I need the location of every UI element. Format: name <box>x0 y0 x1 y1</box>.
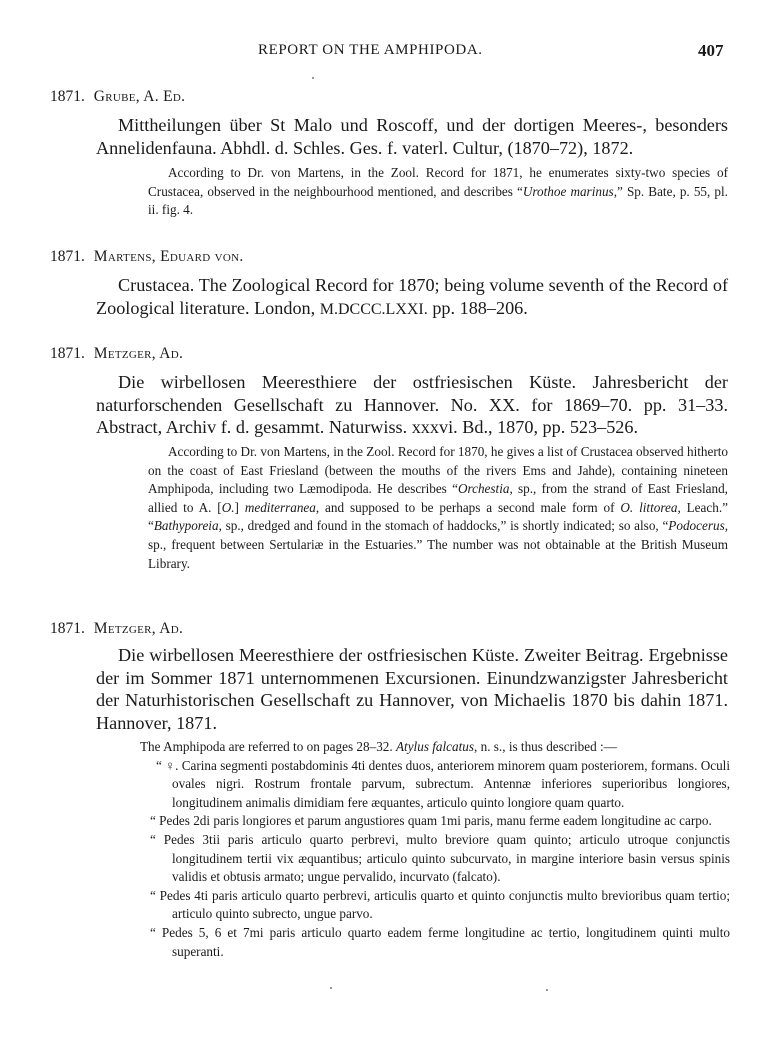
entry-author: Grube, A. Ed. <box>93 88 186 105</box>
species-description <box>140 738 730 961</box>
entry-year: 1871. <box>50 345 85 362</box>
annotation-text: ] <box>234 499 245 515</box>
print-speck <box>312 77 314 79</box>
entry-year: 1871. <box>50 88 85 105</box>
species-name: Orchestia <box>457 481 510 497</box>
annotation-text: [ <box>211 499 222 515</box>
title-text: Crustacea. The Zoological Record for 1870; being volume seventh of the Record of Zoological literature. London, <box>96 275 728 318</box>
genus-abbrev: A. <box>198 499 212 515</box>
entry-year: 1871. <box>50 620 85 637</box>
running-head <box>0 42 776 66</box>
species-name: Podocerus <box>668 518 725 534</box>
entry-title: Die wirbellosen Meeresthiere der ostfriesischen Küste. Zweiter Beitrag. Ergebnisse der im Sommer 1871 unternommenen Excursionen. Einundzwanzigster Jahresbericht der Naturhistorischen Gesellschaft zu Hannover, von Michaelis 1870 bis dahin 1871. Hannover, 1871. <box>96 645 728 733</box>
print-speck <box>330 987 332 989</box>
species-name: Bathyporeia <box>153 518 219 534</box>
entry-title: Mittheilungen über St Malo und Roscoff, und der dortigen Meeres-, besonders Annelidenfauna. Abhdl. d. Schles. Ges. f. vaterl. Cultur, (1870–72), 1872. <box>96 115 728 158</box>
entry-author: Metzger, Ad. <box>93 620 184 637</box>
entry-author: Martens, Eduard von. <box>93 248 244 265</box>
description-intro <box>140 738 730 757</box>
annotation-text: , and supposed to be perhaps a second male form of <box>315 499 621 515</box>
title-roman-date: M.DCCC.LXXI. <box>319 300 428 318</box>
entry-heading <box>50 620 183 638</box>
entry-author: Metzger, Ad. <box>93 345 184 362</box>
description-paragraph: “ Pedes 2di paris longiores et parum angustiores quam 1mi paris, manu ferme eadem longitudine ac carpo. <box>150 813 712 829</box>
species-name: mediterranea <box>244 499 316 515</box>
running-title: REPORT ON THE AMPHIPODA. <box>258 42 483 58</box>
annotation-text: , sp., dredged and found in the stomach of haddocks,” is shortly indicated; so also, “ <box>218 518 669 534</box>
entry-heading <box>50 248 244 266</box>
page-number: 407 <box>698 41 724 60</box>
species-name: Urothoe marinus <box>522 183 614 199</box>
entry-heading <box>50 88 185 106</box>
entry-year: 1871. <box>50 248 85 265</box>
species-name: O. littorea <box>620 499 678 515</box>
description-paragraph: “ Pedes 4ti paris articulo quarto perbrevi, articulis quarto et quinto conjunctis multo brevioribus quam tertio; articulo quinto subrecto, ungue parvo. <box>150 887 730 922</box>
entry-title <box>96 274 728 321</box>
entry-title: Die wirbellosen Meeresthiere der ostfriesischen Küste. Jahresbericht der naturforschenden Gesellschaft zu Hannover. No. XX. for 1869–70. pp. 31–33. Abstract, Archiv f. d. gesammt. Naturwiss. xxxvi. Bd., 1870, pp. 523–526. <box>96 372 728 437</box>
print-speck <box>546 989 548 991</box>
description-paragraph: “ Pedes 5, 6 et 7mi paris articulo quarto eadem ferme longitudine ac tertio, longitudinem quinti multo superanti. <box>150 924 730 959</box>
entry-annotation <box>148 164 728 220</box>
entry-annotation <box>148 443 728 573</box>
genus-abbrev: O. <box>221 499 235 515</box>
title-text: pp. 188–206. <box>427 297 528 318</box>
annotation-text: , sp., frequent between Sertulariæ in the Estuaries.” The number was not obtainable at the British Museum Library. <box>148 518 728 571</box>
entry-heading <box>50 345 183 363</box>
description-paragraph: “ ♀. Carina segmenti postabdominis 4ti dentes duos, anteriorem minorem quam posteriorem, formans. Oculi ovales nigri. Rostrum frontale parvum, subrectum. Antennæ inferiores superioribus longiores, longitudinem animalis dimidiam fere æquantes, articulo quinto longiore quam quarto. <box>156 757 730 810</box>
annotation-text: , Leach.” “ <box>148 499 728 534</box>
annotation-text: , sp., from the strand of East Friesland, allied to <box>148 481 728 515</box>
species-name: Atylus falcatus <box>395 739 475 754</box>
annotation-text: According to Dr. von Martens, in the Zool. Record for 1871, he enumerates sixty-two species of Crustacea, observed in the neighbourhood mentioned, and describes “ <box>148 165 728 199</box>
intro-text: The Amphipoda are referred to on pages 28–32. <box>140 739 396 754</box>
intro-text: , n. s., is thus described :— <box>474 739 617 754</box>
annotation-text: According to Dr. von Martens, in the Zool. Record for 1870, he gives a list of Crustacea observed hitherto on the coast of East Friesland (between the mouths of the rivers Ems and Jahde), containing nineteen Amphipoda, including two Læmodipoda. He describes “ <box>148 444 728 497</box>
description-paragraph: “ Pedes 3tii paris articulo quarto perbrevi, multo breviore quam quinto; articulo utroque conjunctis longitudinem tertii vix æquantibus; articulo quinto subcurvato, in margine interiore basin versus spinis validis et obtusis armato; ungue pervalido, incurvato (falcato). <box>150 831 730 885</box>
annotation-text: ,” Sp. Bate, p. 55, pl. ii. fig. 4. <box>148 183 728 218</box>
